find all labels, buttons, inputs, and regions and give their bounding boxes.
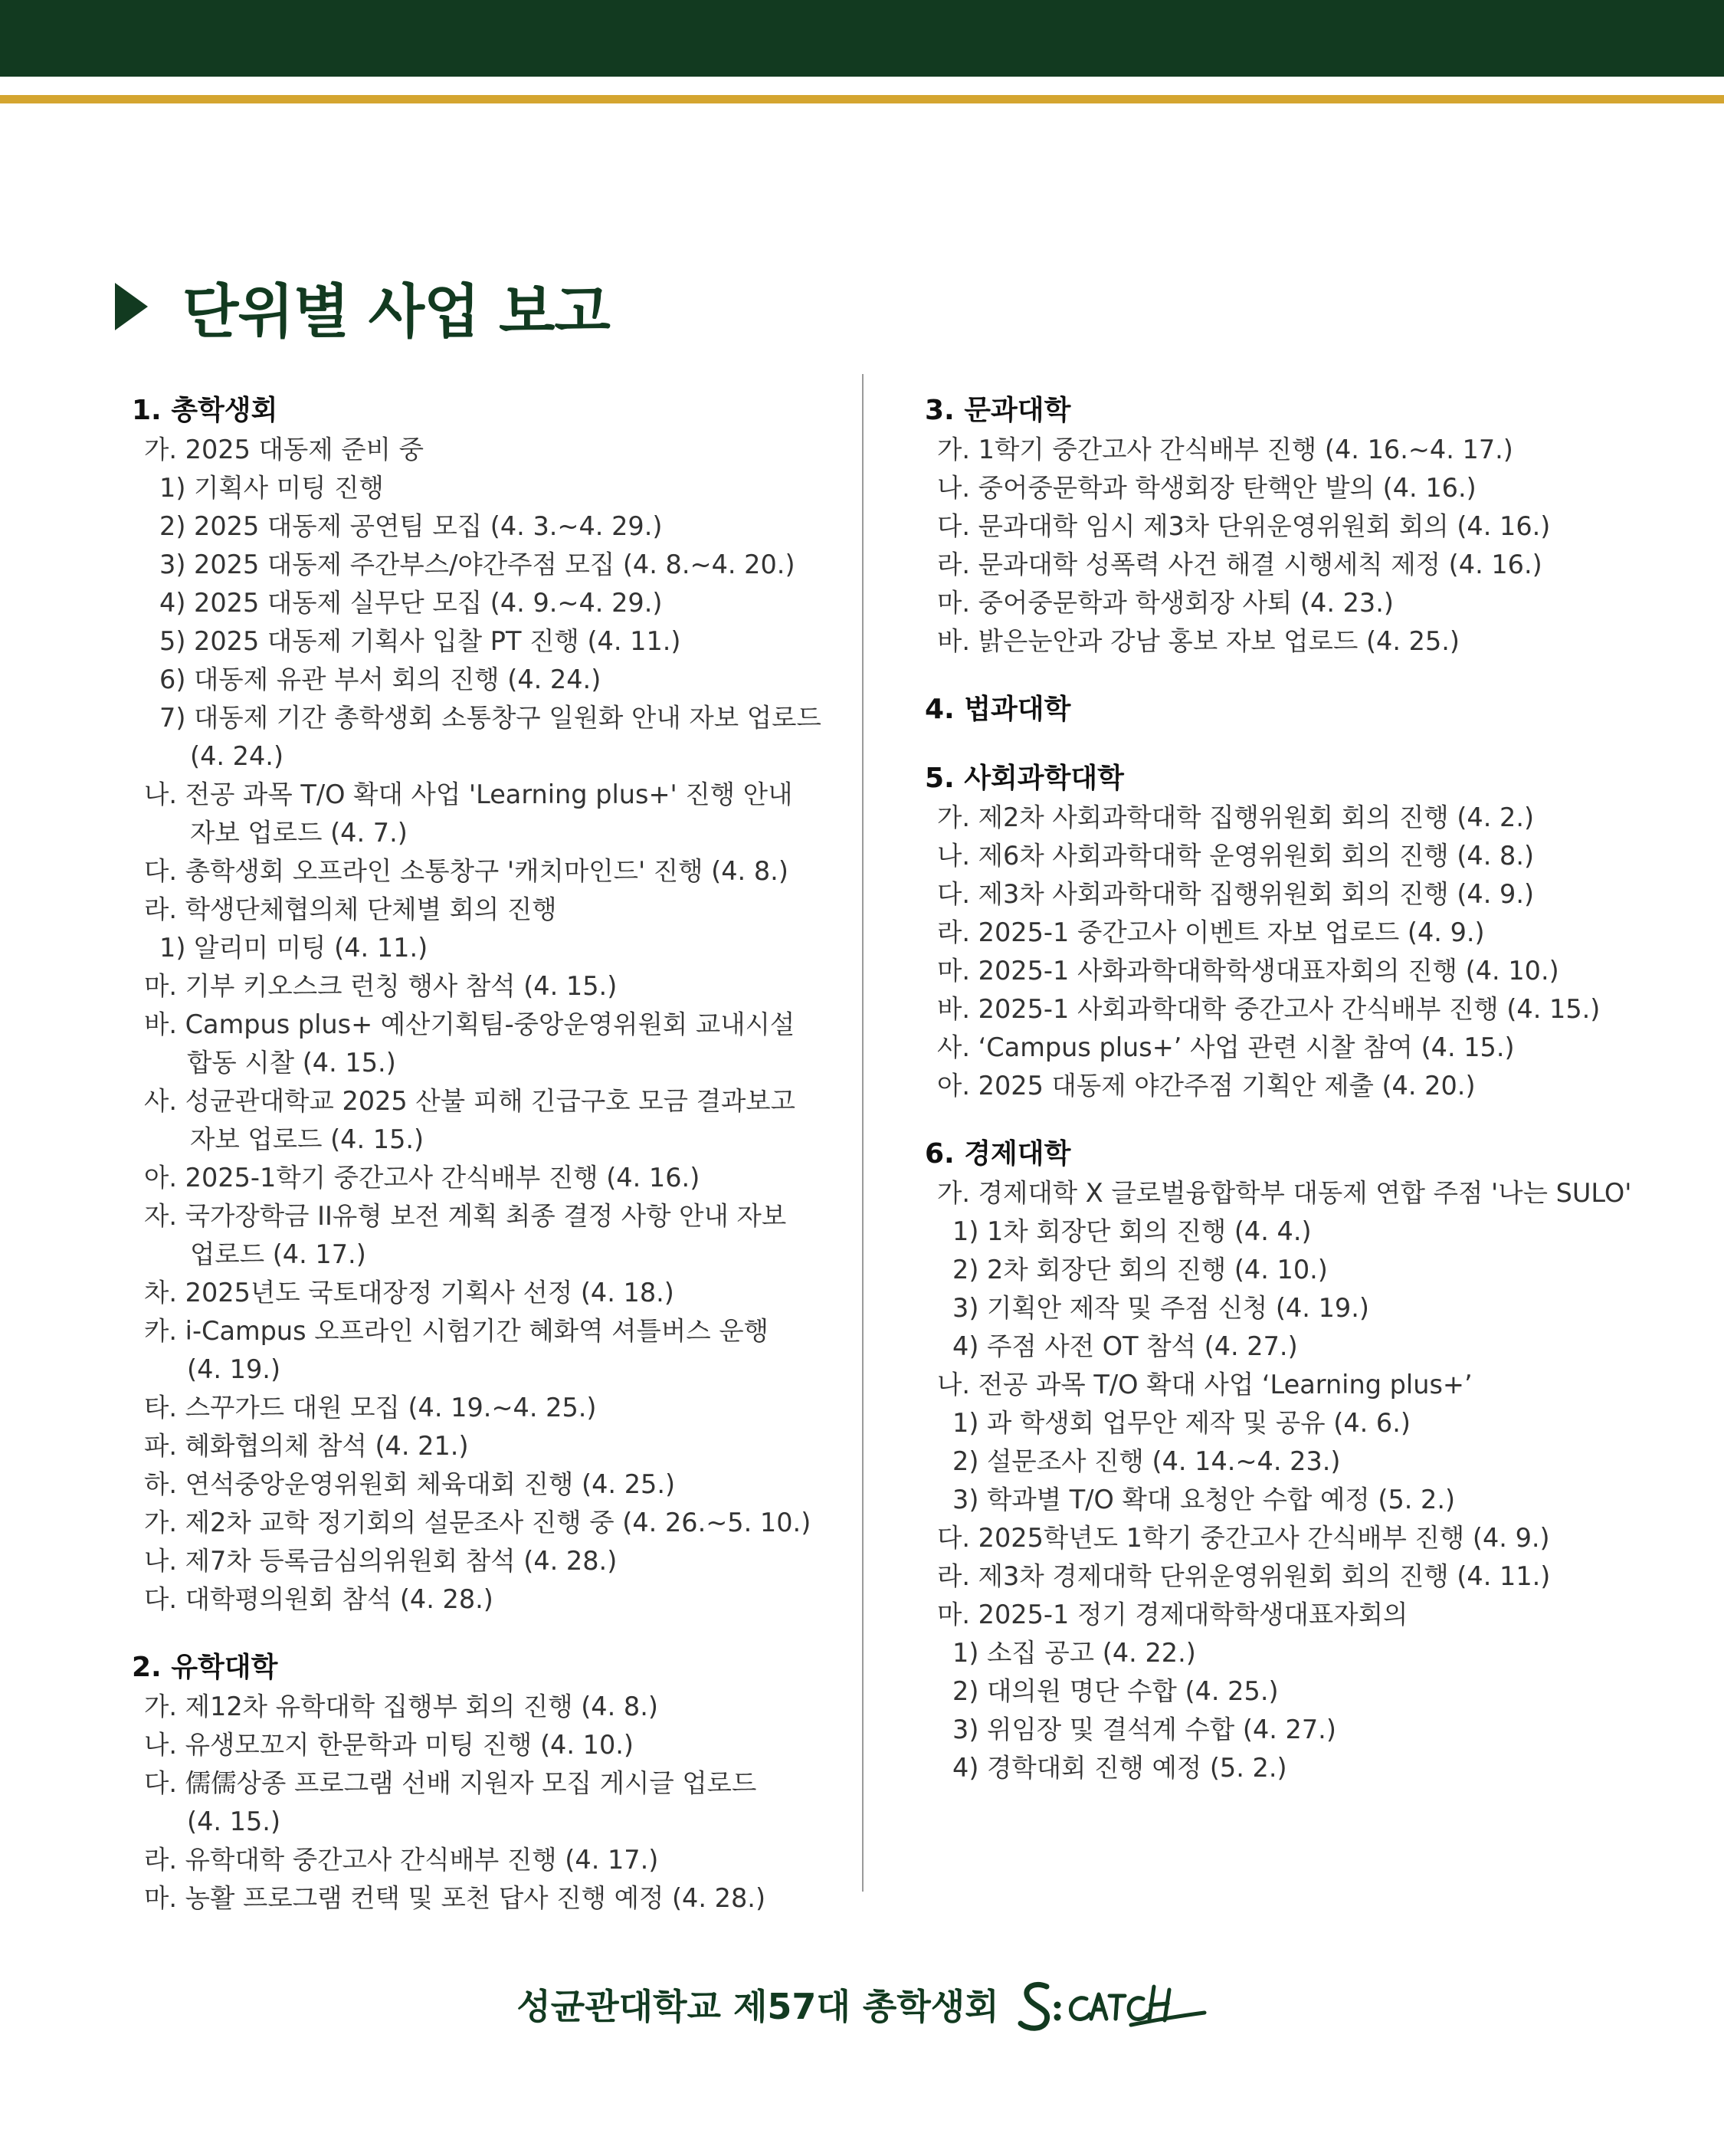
- report-item: 나. 전공 과목 T/O 확대 사업 ‘Learning plus+’: [937, 1370, 1473, 1400]
- report-item: 업로드 (4. 17.): [190, 1239, 366, 1269]
- column-divider: [862, 374, 864, 1892]
- report-item: 바. 2025-1 사회과학대학 중간고사 간식배부 진행 (4. 15.): [937, 994, 1601, 1024]
- report-item: 라. 2025-1 중간고사 이벤트 자보 업로드 (4. 9.): [937, 917, 1485, 947]
- report-item: 차. 2025년도 국토대장정 기획사 선정 (4. 18.): [144, 1278, 674, 1308]
- report-item: 4) 2025 대동제 실무단 모집 (4. 9.~4. 29.): [159, 588, 663, 618]
- report-item: 3) 기획안 제작 및 주점 신청 (4. 19.): [952, 1293, 1369, 1323]
- report-item: 나. 전공 과목 T/O 확대 사업 'Learning plus+' 진행 안내: [144, 779, 793, 809]
- report-item: 마. 2025-1 정기 경제대학학생대표자회의: [937, 1600, 1408, 1629]
- report-item: 가. 1학기 중간고사 간식배부 진행 (4. 16.~4. 17.): [937, 435, 1513, 464]
- play-triangle-icon: [115, 283, 148, 330]
- report-section: [132, 1648, 837, 1918]
- report-item: 합동 시찰 (4. 15.): [187, 1048, 396, 1078]
- report-item: 7) 대동제 기간 총학생회 소통창구 일원화 안내 자보 업로드: [159, 703, 821, 733]
- report-item: 라. 문과대학 성폭력 사건 해결 시행세칙 제정 (4. 16.): [937, 550, 1542, 579]
- report-item: 다. 문과대학 임시 제3차 단위운영위원회 회의 (4. 16.): [937, 511, 1551, 541]
- report-item: 카. i-Campus 오프라인 시험기간 혜화역 셔틀버스 운행: [144, 1316, 769, 1346]
- report-item: 자보 업로드 (4. 15.): [190, 1124, 424, 1154]
- report-item: 가. 제12차 유학대학 집행부 회의 진행 (4. 8.): [144, 1692, 658, 1721]
- report-item: 1) 소집 공고 (4. 22.): [952, 1638, 1196, 1668]
- report-item: 다. 2025학년도 1학기 중간고사 간식배부 진행 (4. 9.): [937, 1523, 1550, 1553]
- report-item: 가. 경제대학 X 글로벌융합학부 대동제 연합 주점 '나는 SULO': [937, 1178, 1632, 1208]
- header-accent-line: [0, 95, 1724, 103]
- report-section: [132, 391, 837, 1619]
- report-item: 사. ‘Campus plus+’ 사업 관련 시찰 참여 (4. 15.): [937, 1032, 1515, 1062]
- report-item: 나. 유생모꼬지 한문학과 미팅 진행 (4. 10.): [144, 1730, 634, 1760]
- report-item: 다. 총학생회 오프라인 소통창구 '캐치마인드' 진행 (4. 8.): [144, 856, 788, 886]
- report-item: 라. 유학대학 중간고사 간식배부 진행 (4. 17.): [144, 1845, 659, 1875]
- report-item: 아. 2025-1학기 중간고사 간식배부 진행 (4. 16.): [144, 1163, 700, 1193]
- header-band: [0, 0, 1724, 77]
- report-item: 마. 2025-1 사화과학대학학생대표자회의 진행 (4. 10.): [937, 956, 1559, 986]
- footer: [0, 1970, 1724, 2039]
- report-item: 가. 제2차 교학 정기회의 설문조사 진행 중 (4. 26.~5. 10.): [144, 1508, 811, 1537]
- report-item: 하. 연석중앙운영위원회 체육대회 진행 (4. 25.): [144, 1469, 676, 1499]
- section-title: 4. 법과대학: [925, 694, 1071, 725]
- report-item: 라. 학생단체협의체 단체별 회의 진행: [144, 894, 557, 924]
- report-item: 자. 국가장학금 II유형 보전 계획 최종 결정 사항 안내 자보: [144, 1201, 787, 1231]
- report-item: 6) 대동제 유관 부서 회의 진행 (4. 24.): [159, 665, 601, 694]
- report-item: 파. 혜화협의체 참석 (4. 21.): [144, 1431, 469, 1461]
- report-item: 마. 농활 프로그램 컨택 및 포천 답사 진행 예정 (4. 28.): [144, 1883, 766, 1913]
- section-title: 3. 문과대학: [925, 395, 1071, 426]
- report-item: 4) 경학대회 진행 예정 (5. 2.): [952, 1753, 1287, 1783]
- section-title: 6. 경제대학: [925, 1138, 1071, 1170]
- left-column: [132, 391, 837, 1947]
- report-item: 다. 대학평의원회 참석 (4. 28.): [144, 1584, 493, 1614]
- report-item: 1) 1차 회장단 회의 진행 (4. 4.): [952, 1216, 1312, 1246]
- report-item: (4. 19.): [187, 1354, 281, 1384]
- report-item: 다. 儒儒상종 프로그램 선배 지원자 모집 게시글 업로드: [144, 1768, 757, 1798]
- report-item: 타. 스꾸가드 대원 모집 (4. 19.~4. 25.): [144, 1393, 597, 1423]
- page-title: [115, 268, 610, 345]
- report-item: 4) 주점 사전 OT 참석 (4. 27.): [952, 1331, 1298, 1361]
- report-item: 1) 기획사 미팅 진행: [159, 473, 384, 503]
- report-section: [925, 759, 1691, 1105]
- scatch-logo: [1016, 1970, 1208, 2039]
- report-item: 나. 제6차 사회과학대학 운영위원회 회의 진행 (4. 8.): [937, 841, 1535, 871]
- report-item: (4. 15.): [187, 1807, 281, 1836]
- report-item: 가. 2025 대동제 준비 중: [144, 435, 424, 464]
- report-item: 3) 2025 대동제 주간부스/야간주점 모집 (4. 8.~4. 20.): [159, 550, 795, 579]
- section-title: 5. 사회과학대학: [925, 763, 1124, 794]
- report-section: [925, 690, 1691, 730]
- report-item: 1) 알리미 미팅 (4. 11.): [159, 933, 428, 963]
- report-item: 다. 제3차 사회과학대학 집행위원회 회의 진행 (4. 9.): [937, 879, 1535, 909]
- report-item: 자보 업로드 (4. 7.): [190, 818, 408, 848]
- right-column: [925, 391, 1691, 1816]
- report-item: 2) 2025 대동제 공연팀 모집 (4. 3.~4. 29.): [159, 511, 663, 541]
- section-title: 1. 총학생회: [132, 395, 278, 426]
- report-item: 바. 밝은눈안과 강남 홍보 자보 업로드 (4. 25.): [937, 626, 1460, 656]
- report-item: 3) 학과별 T/O 확대 요청안 수합 예정 (5. 2.): [952, 1485, 1456, 1514]
- report-section: [925, 391, 1691, 661]
- report-item: 2) 2차 회장단 회의 진행 (4. 10.): [952, 1255, 1328, 1285]
- report-item: 사. 성균관대학교 2025 산불 피해 긴급구호 모금 결과보고: [144, 1086, 796, 1116]
- report-item: 3) 위임장 및 결석계 수합 (4. 27.): [952, 1715, 1336, 1744]
- report-item: 가. 제2차 사회과학대학 집행위원회 회의 진행 (4. 2.): [937, 802, 1535, 832]
- page-title-text: 단위별 사업 보고: [182, 277, 610, 346]
- report-item: 라. 제3차 경제대학 단위운영위원회 회의 진행 (4. 11.): [937, 1561, 1551, 1591]
- report-item: 바. Campus plus+ 예산기획팀-중앙운영위원회 교내시설: [144, 1009, 795, 1039]
- section-title: 2. 유학대학: [132, 1652, 278, 1683]
- report-item: 2) 설문조사 진행 (4. 14.~4. 23.): [952, 1446, 1341, 1476]
- report-item: 마. 중어중문학과 학생회장 사퇴 (4. 23.): [937, 588, 1394, 618]
- footer-org-name: 성균관대학교 제57대 총학생회: [516, 1986, 999, 2027]
- report-item: 5) 2025 대동제 기획사 입찰 PT 진행 (4. 11.): [159, 626, 681, 656]
- report-item: 나. 제7차 등록금심의위원회 참석 (4. 28.): [144, 1546, 618, 1576]
- report-section: [925, 1134, 1691, 1787]
- report-item: (4. 24.): [190, 741, 284, 771]
- report-item: 아. 2025 대동제 야간주점 기획안 제출 (4. 20.): [937, 1071, 1476, 1101]
- report-item: 2) 대의원 명단 수합 (4. 25.): [952, 1676, 1279, 1706]
- report-item: 1) 과 학생회 업무안 제작 및 공유 (4. 6.): [952, 1408, 1411, 1438]
- report-item: 나. 중어중문학과 학생회장 탄핵안 발의 (4. 16.): [937, 473, 1477, 503]
- report-item: 마. 기부 키오스크 런칭 행사 참석 (4. 15.): [144, 971, 618, 1001]
